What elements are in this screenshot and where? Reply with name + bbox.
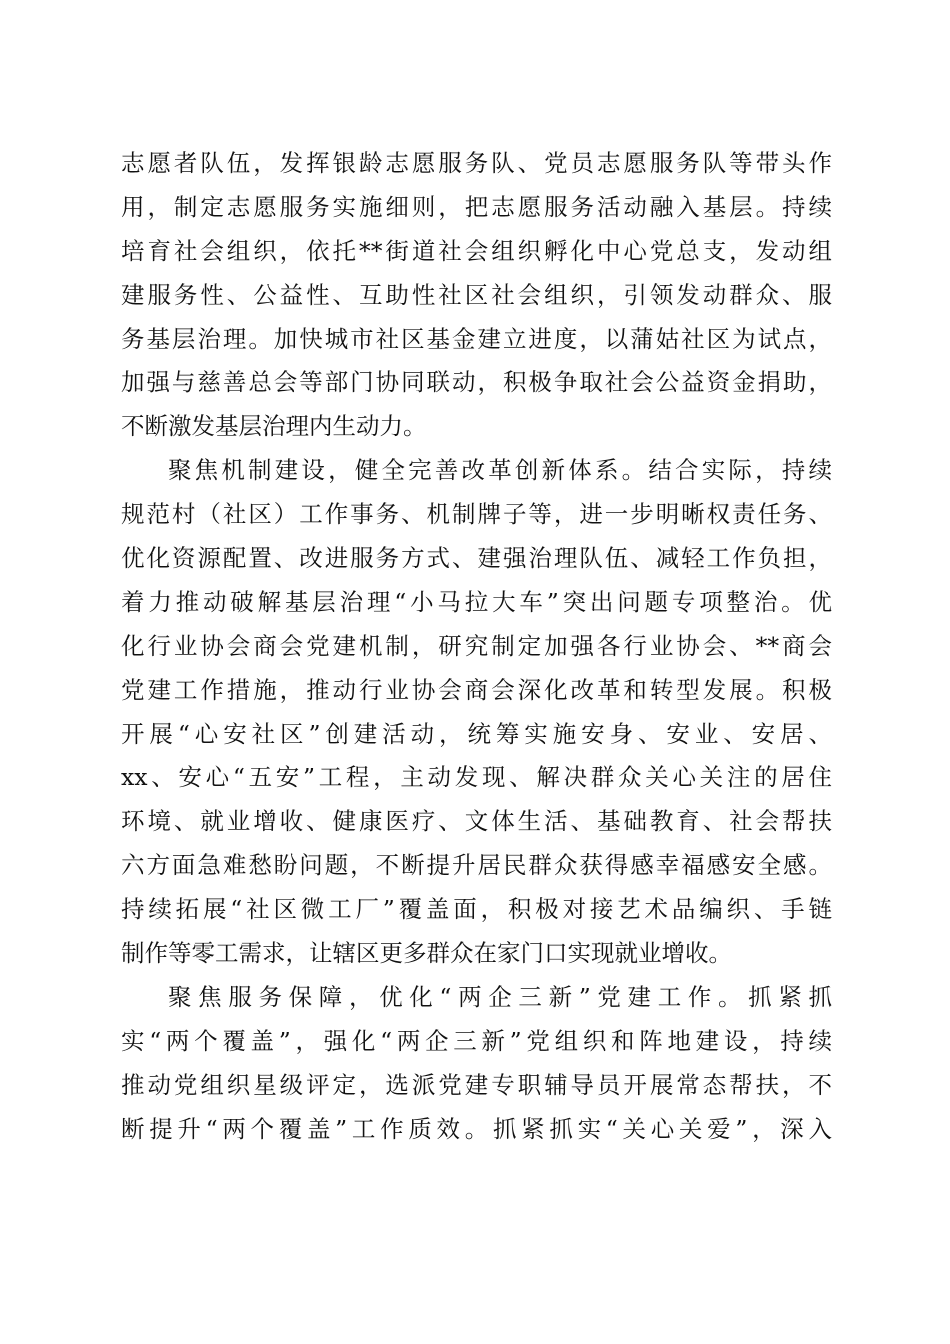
text-line: xx、安心“五安”工程，主动发现、解决群众关心关注的居住 xyxy=(121,763,832,792)
paragraph-1 xyxy=(121,142,832,449)
document-body xyxy=(121,142,832,1151)
text-line: 环境、就业增收、健康医疗、文体生活、基础教育、社会帮扶 xyxy=(121,807,832,836)
text-line: 化行业协会商会党建机制，研究制定加强各行业协会、**商会 xyxy=(121,631,832,660)
text-line: 开展“心安社区”创建活动，统筹实施安身、安业、安居、 xyxy=(121,719,832,748)
text-line: 制作等零工需求，让辖区更多群众在家门口实现就业增收。 xyxy=(121,939,732,968)
text-line: 推动党组织星级评定，选派党建专职辅导员开展常态帮扶，不 xyxy=(121,1070,832,1099)
text-line: 规范村（社区）工作事务、机制牌子等，进一步明晰权责任务、 xyxy=(121,500,832,529)
paragraph-2 xyxy=(121,449,832,976)
text-line: 加强与慈善总会等部门协同联动，积极争取社会公益资金捐助， xyxy=(121,368,832,397)
text-line: 着力推动破解基层治理“小马拉大车”突出问题专项整治。优 xyxy=(121,587,832,616)
text-line: 志愿者队伍，发挥银龄志愿服务队、党员志愿服务队等带头作 xyxy=(121,149,832,177)
text-line: 聚焦服务保障，优化“两企三新”党建工作。抓紧抓 xyxy=(168,982,832,1011)
text-line: 建服务性、公益性、互助性社区社会组织，引领发动群众、服 xyxy=(121,280,832,309)
text-line: 断提升“两个覆盖”工作质效。抓紧抓实“关心关爱”，深入 xyxy=(121,1114,832,1143)
text-line: 优化资源配置、改进服务方式、建强治理队伍、减轻工作负担， xyxy=(121,544,832,573)
text-line: 聚焦机制建设，健全完善改革创新体系。结合实际，持续 xyxy=(168,456,832,485)
text-line: 党建工作措施，推动行业协会商会深化改革和转型发展。积极 xyxy=(121,675,832,704)
text-line: 不断激发基层治理内生动力。 xyxy=(121,412,427,441)
text-line: 持续拓展“社区微工厂”覆盖面，积极对接艺术品编织、手链 xyxy=(121,895,832,924)
text-line: 用，制定志愿服务实施细则，把志愿服务活动融入基层。持续 xyxy=(121,192,832,221)
text-line: 六方面急难愁盼问题，不断提升居民群众获得感幸福感安全感。 xyxy=(121,851,832,880)
text-line: 培育社会组织，依托**街道社会组织孵化中心党总支，发动组 xyxy=(121,236,832,265)
text-line: 实“两个覆盖”，强化“两企三新”党组织和阵地建设，持续 xyxy=(121,1026,832,1055)
paragraph-3 xyxy=(121,976,832,1152)
text-line: 务基层治理。加快城市社区基金建立进度，以蒲姑社区为试点， xyxy=(121,324,832,353)
